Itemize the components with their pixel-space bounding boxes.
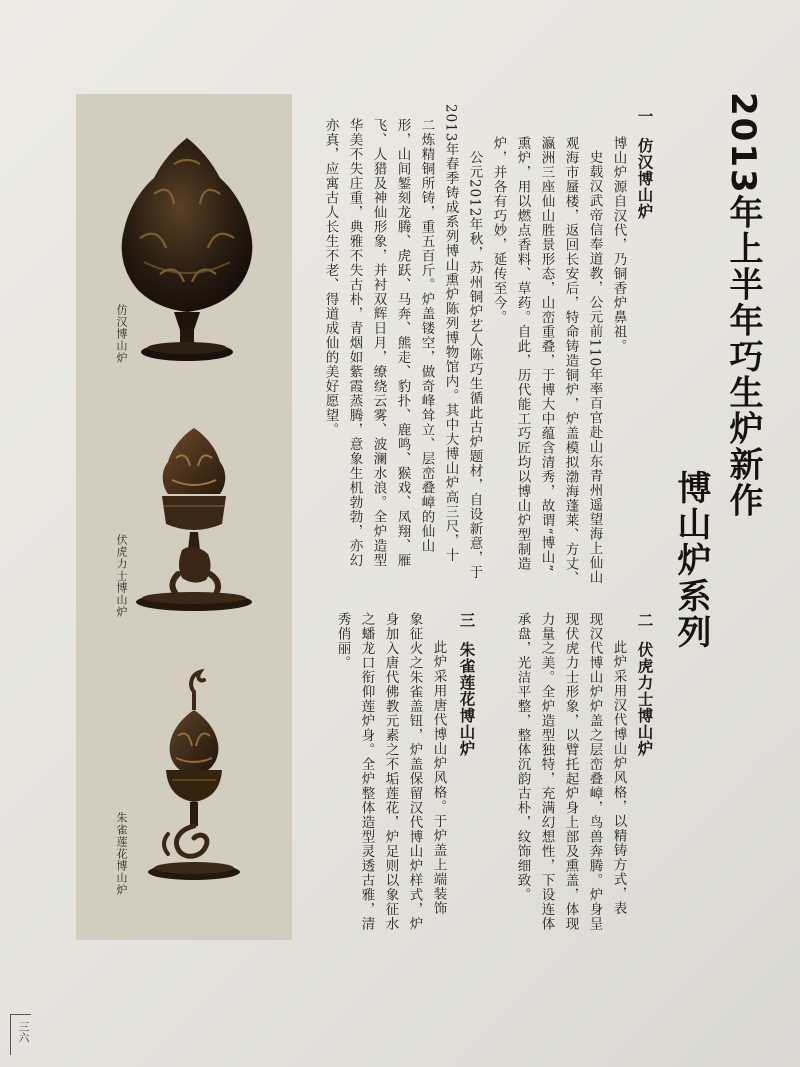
section1-line: 二炼精铜所铸，重五百斤。炉盖镂空，做奇峰耸立、层峦叠嶂的仙山 (418, 118, 435, 553)
section1-line: 炉，并各有巧妙，延传至今。 (490, 136, 507, 325)
page-title: 2013年上半年巧生炉新作 (723, 92, 763, 519)
section3-heading: 三 朱雀莲花博山炉 (457, 612, 476, 757)
page-number-box (10, 1014, 31, 1055)
caption-fanghan: 仿汉博山炉 (115, 304, 128, 364)
phoenix-lotus-censer-icon (142, 666, 246, 888)
illustration-panel (76, 94, 292, 940)
section1-line: 2013年春季铸成系列博山熏炉陈列博物馆内。其中大博山炉高三尺，十 (442, 104, 459, 563)
page-number: 三六 (17, 1021, 30, 1043)
caption-fuhu: 伏虎力士博山炉 (115, 534, 128, 618)
section3-line: 此炉采用唐代博山炉风格。于炉盖上端装饰 (430, 640, 447, 916)
caption-zhuque: 朱雀莲花博山炉 (115, 812, 128, 896)
section1-line: 瀛洲三座仙山胜景形态，山峦重叠，于博大中蕴含清秀，故谓“博山” (538, 136, 555, 573)
section1-line: 华美不失庄重，典雅不失古朴，青烟如紫霞蒸腾，意象生机勃勃，亦幻 (346, 118, 363, 568)
section1-line: 史载汉武帝信奉道教，公元前110年率百官赴山东青州遥望海上仙山 (586, 150, 603, 585)
section2-line: 力量之美。全炉造型独特，充满幻想性，下设连体 (538, 612, 555, 931)
section1-line: 亦真，应寓古人长生不老、得道成仙的美好愿望。 (322, 118, 339, 437)
section2-line: 此炉采用汉代博山炉风格，以精铸方式，表 (610, 640, 627, 916)
section3-line: 身加入唐代佛教元素之不垢莲花，炉足则以象征水 (382, 612, 399, 931)
section3-line: 秀俏丽。 (334, 612, 351, 670)
boshan-censer-icon (114, 134, 260, 370)
section1-line: 熏炉，用以燃点香料、草药。自此，历代能工巧匠均以博山炉型制造 (514, 136, 531, 571)
section1-line: 飞、人猎及神仙形象，并衬双辉日月，缭绕云雾、波澜水浪。全炉造型 (370, 118, 387, 568)
section2-line: 承盘，光洁平整，整体沉韵古朴，纹饰细致。 (514, 612, 531, 902)
section2-line: 现伏虎力士形象，以臂托起炉身上部及熏盖，体现 (562, 612, 579, 931)
section2-heading: 二 伏虎力士博山炉 (635, 612, 654, 757)
section1-heading: 一 仿汉博山炉 (635, 108, 654, 220)
section3-line: 象征火之朱雀盖钮，炉盖保留汉代博山炉样式，炉 (406, 612, 423, 931)
section1-line: 观海市蜃楼，返回长安后，特命铸造铜炉，炉盖模拟渤海蓬莱、方丈、 (562, 136, 579, 586)
page-title-series: 博山炉系列 (671, 470, 711, 650)
tiger-warrior-censer-icon (132, 424, 256, 616)
section2-line: 现汉代博山炉炉盖之层峦叠嶂，鸟兽奔腾。炉身呈 (586, 612, 603, 931)
section3-line: 之蟠龙口衔仰莲炉身。全炉整体造型灵透古雅，清 (358, 612, 375, 931)
section1-line: 公元2012年秋，苏州铜炉艺人陈巧生循此古炉题材，自设新意，于 (466, 150, 483, 580)
section1-line: 形，山间錾刻龙腾、虎跃、马奔、熊走、豹扑、鹿鸣、猴戏、凤翔、雁 (394, 118, 411, 568)
section1-line: 博山炉源自汉代，乃铜香炉鼻祖。 (610, 136, 627, 354)
